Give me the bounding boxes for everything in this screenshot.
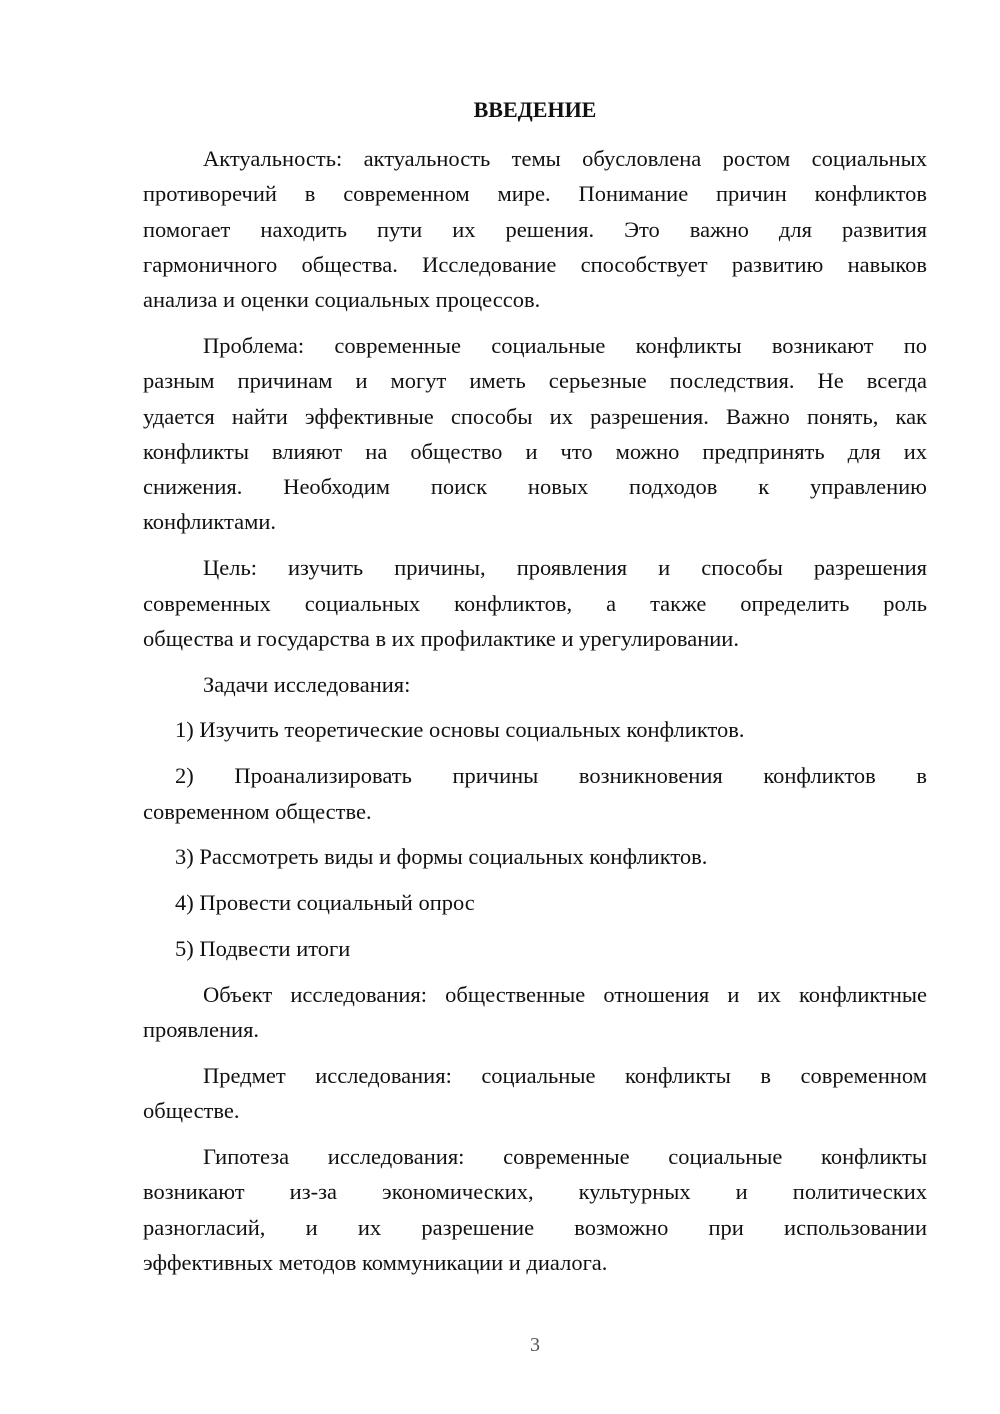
text-line: Актуальность: актуальность темы обусловлена ростом социальных: [203, 146, 927, 171]
text-line: конфликтами.: [143, 509, 277, 535]
text-line: проявления.: [143, 1017, 260, 1043]
text-line: разным причинам и могут иметь серьезные последствия. Не всегда: [143, 368, 927, 394]
paragraph: [143, 328, 927, 540]
text-line: 1) Изучить теоретические основы социальных конфликтов.: [175, 717, 745, 743]
text-line: удается найти эффективные способы их разрешения. Важно понять, как: [143, 403, 927, 429]
text-line: Предмет исследования: социальные конфликты в современном: [203, 1062, 927, 1088]
text-line: Гипотеза исследования: современные социальные конфликты: [203, 1143, 927, 1169]
text-line: современном обществе.: [143, 798, 372, 824]
text-line: обществе.: [143, 1098, 240, 1124]
paragraph: [143, 977, 927, 1048]
text-line: Объект исследования: общественные отношения и их конфликтные: [203, 981, 927, 1007]
text-line: 3) Рассмотреть виды и формы социальных конфликтов.: [175, 844, 708, 870]
text-line: общества и государства в их профилактике и урегулировании.: [143, 625, 739, 651]
text-line: современных социальных конфликтов, а также определить роль: [143, 590, 927, 616]
text-line: Проблема: современные социальные конфликты возникают по: [203, 332, 927, 358]
text-line: противоречий в современном мире. Понимание причин конфликтов: [143, 181, 927, 207]
text-line: Цель: изучить причины, проявления и способы разрешения: [203, 555, 927, 581]
paragraph: [143, 550, 927, 656]
document-body: [143, 141, 927, 1291]
text-line: конфликты влияют на общество и что можно предпринять для их: [143, 438, 927, 464]
task-list-item: [143, 931, 927, 966]
text-line: анализа и оценки социальных процессов.: [143, 287, 541, 313]
section-title: ВВЕДЕНИЕ: [473, 97, 597, 122]
page-number: 3: [530, 1334, 540, 1356]
text-line: возникают из-за экономических, культурных и политических: [143, 1179, 927, 1205]
paragraph: [143, 141, 927, 317]
task-list-item: [143, 885, 927, 920]
text-line: эффективных методов коммуникации и диалога.: [143, 1249, 608, 1275]
text-line: снижения. Необходим поиск новых подходов к управлению: [143, 474, 927, 500]
text-line: помогает находить пути их решения. Это важно для развития: [143, 216, 927, 242]
paragraph: [143, 1139, 927, 1280]
text-line: 4) Провести социальный опрос: [175, 890, 475, 916]
paragraph: [143, 667, 927, 702]
text-line: разногласий, и их разрешение возможно при использовании: [143, 1214, 927, 1240]
text-line: гармоничного общества. Исследование способствует развитию навыков: [143, 251, 927, 277]
text-line: 5) Подвести итоги: [175, 935, 351, 961]
text-line: 2) Проанализировать причины возникновения конфликтов в: [175, 763, 927, 789]
task-list-item: [143, 712, 927, 747]
text-line: Задачи исследования:: [203, 671, 411, 697]
task-list-item: [143, 839, 927, 874]
paragraph: [143, 1058, 927, 1129]
task-list-item: [143, 758, 927, 829]
